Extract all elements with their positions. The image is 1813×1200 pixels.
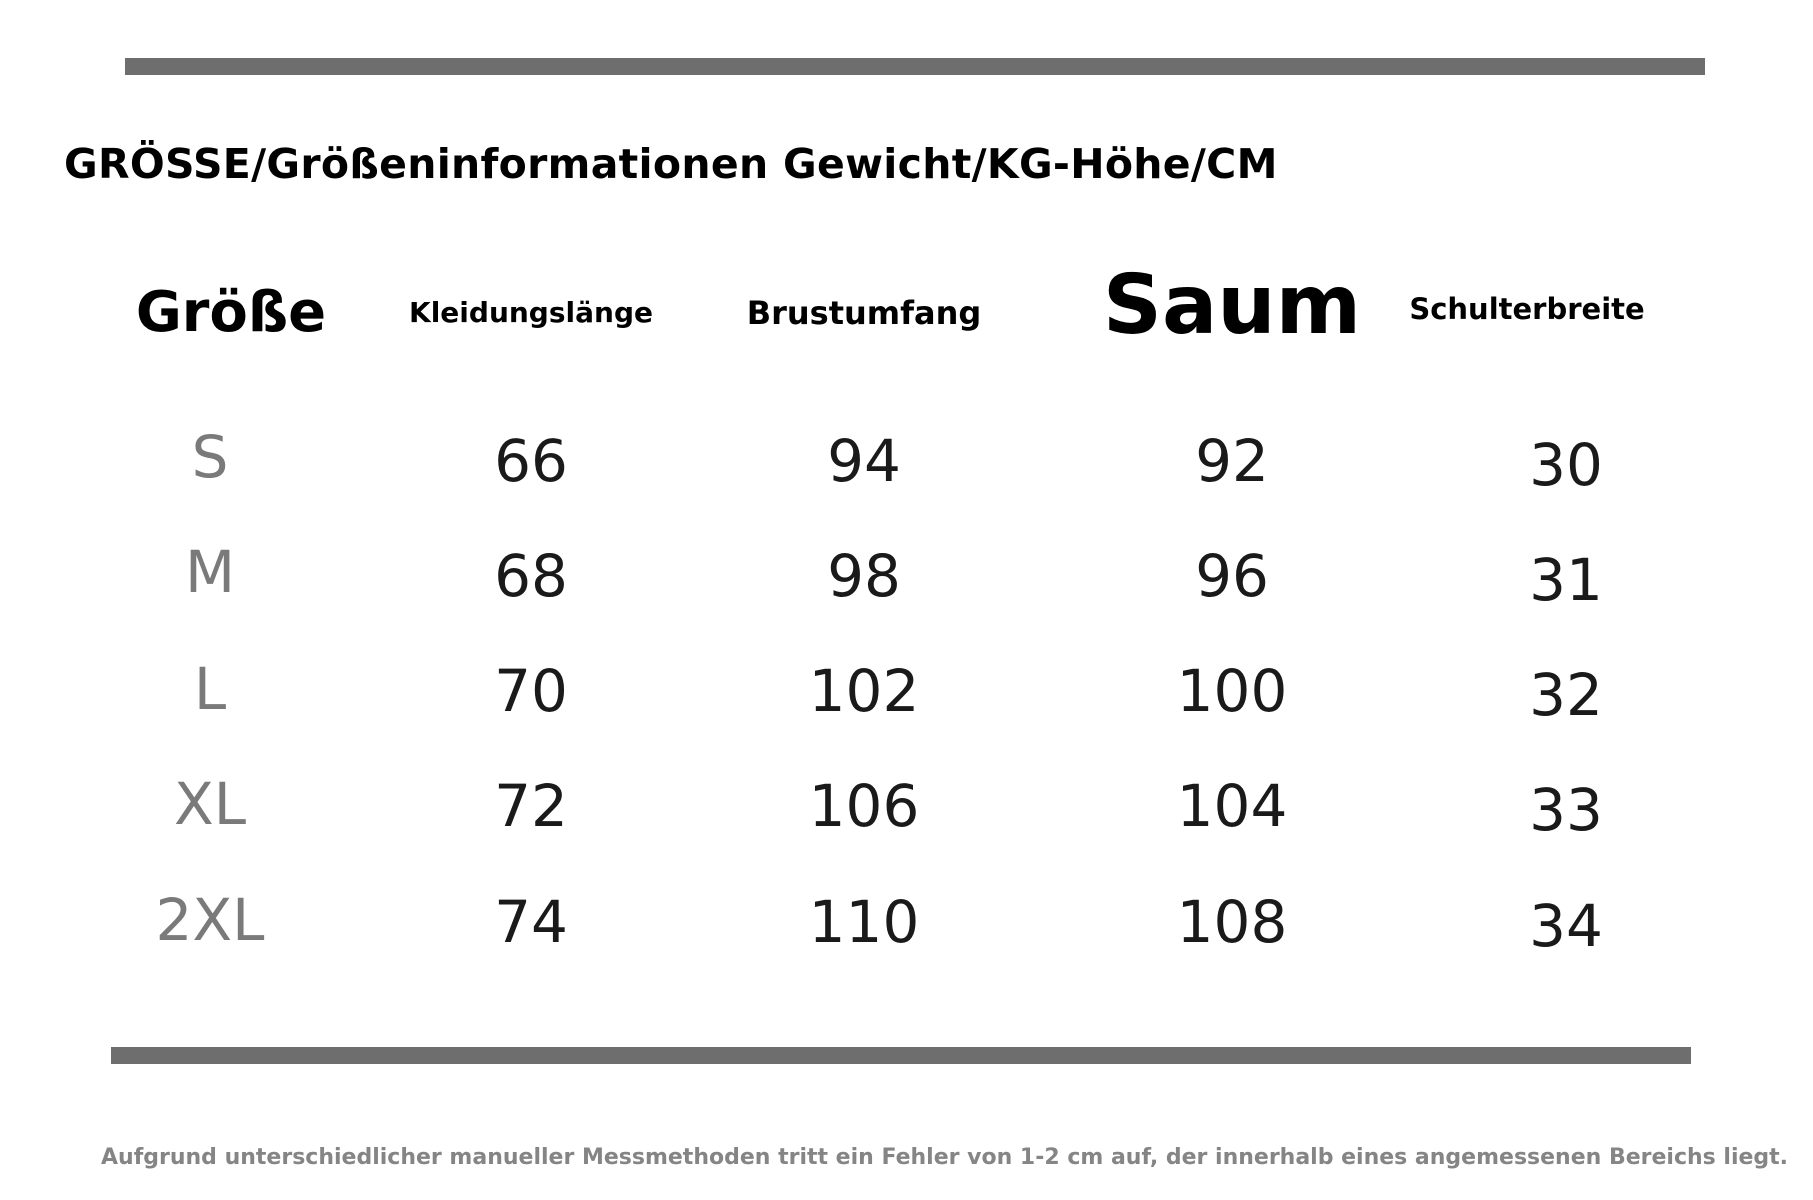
table-cell-shoulder: 31 bbox=[1529, 546, 1603, 614]
table-cell-size: M bbox=[184, 538, 236, 606]
bottom-divider bbox=[111, 1047, 1691, 1064]
header-shoulder: Schulterbreite bbox=[1409, 292, 1645, 326]
table-cell-size: 2XL bbox=[155, 886, 265, 954]
header-size: Größe bbox=[135, 280, 327, 345]
table-cell-size: XL bbox=[173, 770, 247, 838]
table-cell-hem: 108 bbox=[1176, 888, 1288, 956]
table-cell-length: 74 bbox=[494, 888, 568, 956]
header-length: Kleidungslänge bbox=[409, 296, 653, 329]
table-cell-length: 66 bbox=[494, 427, 568, 495]
table-cell-length: 68 bbox=[494, 542, 568, 610]
table-cell-shoulder: 33 bbox=[1529, 776, 1603, 844]
table-cell-chest: 102 bbox=[808, 657, 920, 725]
header-chest: Brustumfang bbox=[746, 294, 982, 332]
table-cell-size: L bbox=[193, 655, 227, 723]
table-cell-hem: 96 bbox=[1195, 542, 1269, 610]
measurement-footnote: Aufgrund unterschiedlicher manueller Messmethoden tritt ein Fehler von 1-2 cm auf, der innerhalb eines angemessenen Bereichs liegt. bbox=[101, 1145, 1789, 1170]
table-cell-hem: 92 bbox=[1195, 427, 1269, 495]
table-cell-chest: 94 bbox=[827, 427, 901, 495]
table-cell-hem: 104 bbox=[1176, 772, 1288, 840]
top-divider bbox=[125, 58, 1705, 75]
table-cell-shoulder: 30 bbox=[1529, 431, 1603, 499]
table-cell-shoulder: 34 bbox=[1529, 892, 1603, 960]
page-title: GRÖSSE/Größeninformationen Gewicht/KG-Höhe/CM bbox=[64, 140, 1278, 188]
table-cell-hem: 100 bbox=[1176, 657, 1288, 725]
table-cell-chest: 110 bbox=[808, 888, 920, 956]
table-cell-length: 70 bbox=[494, 657, 568, 725]
table-cell-shoulder: 32 bbox=[1529, 661, 1603, 729]
table-cell-chest: 98 bbox=[827, 542, 901, 610]
table-cell-chest: 106 bbox=[808, 772, 920, 840]
table-cell-length: 72 bbox=[494, 772, 568, 840]
header-hem: Saum bbox=[1102, 258, 1362, 353]
table-cell-size: S bbox=[191, 423, 229, 491]
